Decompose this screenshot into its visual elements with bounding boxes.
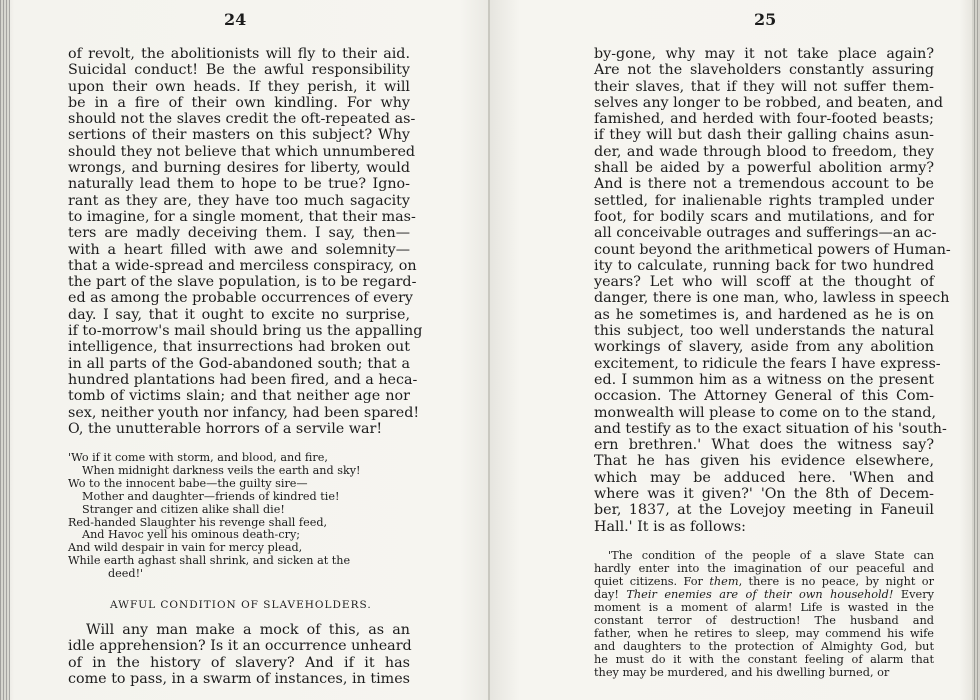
quote-line: father, when he retires to sleep, may commend his wife	[594, 627, 934, 640]
page-number-left: 24	[224, 10, 247, 29]
poem-line: Stranger and citizen alike shall die!	[82, 502, 285, 516]
paragraph	[68, 622, 410, 687]
poem-block	[68, 452, 413, 581]
text-line: selves any longer to be robbed, and beaten, and	[594, 94, 943, 111]
text-line: wrongs, and burning desires for liberty, would	[68, 160, 410, 177]
text-line: sex, neither youth nor infancy, had been spared!	[68, 404, 420, 421]
quote-line: hardly enter into the imagination of our peaceful and	[594, 562, 934, 575]
text-line: upon their own heads. If they perish, it will	[68, 78, 410, 95]
poem-line: And wild despair in vain for mercy plead,	[68, 541, 303, 555]
quote-line: moment is a moment of alarm! Life is wasted in the	[594, 601, 934, 614]
text-line: sertions of their masters on this subject? Why	[68, 127, 410, 144]
quotation-block	[594, 549, 934, 679]
text-line: the part of the slave population, is to be regard-	[68, 274, 417, 291]
text-line: their slaves, that if they will not suffer them-	[594, 78, 934, 95]
text-line: Are not the slaveholders constantly assuring	[594, 62, 934, 79]
text-line: be in a fire of their own kindling. For why	[68, 94, 410, 111]
quote-fragment: , there is no peace, by night or	[738, 575, 934, 588]
text-line: Suicidal conduct! Be the awful responsibility	[68, 62, 410, 79]
text-line: if to-morrow's mail should bring us the appalling	[68, 323, 423, 340]
text-line: ters are madly deceiving them. I say, then—	[68, 225, 410, 242]
quote-fragment: day!	[594, 588, 627, 601]
poem-line: Mother and daughter—friends of kindred tie!	[82, 489, 340, 503]
text-line: intelligence, that insurrections had broken out	[68, 339, 410, 356]
text-line: Hall.' It is as follows:	[594, 518, 746, 535]
poem-line: And Havoc yell his ominous death-cry;	[82, 528, 301, 542]
text-line: shall be aided by a powerful abolition army?	[594, 160, 934, 177]
page-edge-left	[0, 0, 10, 700]
text-line: years? Let who will scoff at the thought of	[594, 274, 934, 291]
text-line: this subject, too well understands the natural	[594, 323, 934, 340]
text-line: of in the history of slavery? And if it has	[68, 654, 410, 671]
text-line: hundred plantations had been fired, and a heca-	[68, 371, 418, 388]
text-line: and testify as to the exact situation of his 'south-	[594, 420, 947, 437]
text-line: settled, for inalienable rights trampled under	[594, 192, 934, 209]
quote-line: they may be murdered, and his dwelling burned, or	[594, 666, 890, 679]
quote-line	[594, 575, 934, 588]
text-line: should not the slaves credit the oft-repeated as-	[68, 111, 416, 128]
text-line: rant as they are, they have too much sagacity	[68, 192, 410, 209]
poem-line: When midnight darkness veils the earth and sky!	[82, 463, 361, 477]
text-line: if they will but dash their galling chains asun-	[594, 127, 934, 144]
right-page	[490, 0, 980, 700]
quote-line: he must do it with the constant feeling of alarm that	[594, 653, 934, 666]
text-line: to imagine, for a single moment, that their mas-	[68, 208, 416, 225]
text-line: all conceivable outrages and sufferings—an ac-	[594, 225, 937, 242]
left-body-text	[68, 46, 423, 437]
text-line: And is there not a tremendous account to be	[594, 176, 934, 193]
text-line: occasion. The Attorney General of this Com-	[594, 388, 934, 405]
text-line: O, the unutterable horrors of a servile war!	[68, 420, 383, 437]
text-line: that a wide-spread and merciless conspiracy, on	[68, 257, 417, 274]
text-line: as he sometimes is, and hardened as he is on	[594, 306, 934, 323]
text-line: workings of slavery, aside from any abolition	[594, 339, 934, 356]
text-line: famished, and herded with four-footed beasts;	[594, 111, 934, 128]
quote-emphasis: them	[709, 575, 739, 588]
text-line: monwealth will please to come on to the stand,	[594, 404, 937, 421]
text-line: in all parts of the God-abandoned south; that a	[68, 355, 410, 372]
text-line: excitement, to ridicule the fears I have express-	[594, 355, 941, 372]
text-line: ity to calculate, running back for two hundred	[594, 257, 934, 274]
text-line: where was it given?' 'On the 8th of Decem-	[594, 486, 934, 503]
quote-line: and daughters to the protection of Almighty God, but	[594, 640, 934, 653]
text-line: ber, 1837, at the Lovejoy meeting in Faneuil	[594, 502, 934, 519]
poem-line: While earth aghast shall shrink, and sicken at the	[68, 554, 351, 568]
text-line: come to pass, in a swarm of instances, in times	[68, 670, 410, 687]
quote-emphasis: Their enemies are of their own household!	[626, 588, 894, 601]
text-line: danger, there is one man, who, lawless in speech	[594, 290, 950, 307]
text-line: which may be adduced here. 'When and	[594, 469, 934, 486]
text-line: of revolt, the abolitionists will fly to their aid.	[68, 46, 410, 62]
quote-line	[594, 588, 934, 601]
text-line: Will any man make a mock of this, as an	[86, 622, 410, 638]
quote-line: constant terror of destruction! The husband and	[594, 614, 934, 627]
text-line: der, and wade through blood to freedom, they	[594, 143, 934, 160]
page-number-right: 25	[754, 10, 777, 29]
section-heading: AWFUL CONDITION OF SLAVEHOLDERS.	[110, 599, 372, 611]
text-line: count beyond the arithmetical powers of Human-	[594, 241, 951, 258]
quote-line: 'The condition of the people of a slave State can	[608, 549, 934, 562]
poem-line: deed!'	[108, 567, 144, 581]
text-line: tomb of victims slain; and that neither age nor	[68, 388, 410, 405]
text-line: ed as among the probable occurrences of every	[68, 290, 413, 307]
text-line: day. I say, that it ought to excite no surprise,	[68, 306, 410, 323]
right-body-text	[594, 46, 951, 535]
poem-line: 'Wo if it come with storm, and blood, and fire,	[68, 451, 328, 464]
text-line: by-gone, why may it not take place again?	[594, 46, 934, 62]
text-line: foot, for bodily scars and mutilations, and for	[594, 208, 934, 225]
text-line: should they not believe that which unnumbered	[68, 143, 416, 160]
text-line: ed. I summon him as a witness on the present	[594, 371, 934, 388]
poem-line: Wo to the innocent babe—the guilty sire—	[68, 476, 308, 490]
quote-fragment: quiet citizens. For	[594, 575, 710, 588]
text-line: idle apprehension? Is it an occurrence unheard	[68, 638, 412, 655]
quote-fragment: Every	[893, 588, 935, 601]
page-edge-right	[972, 0, 980, 700]
text-line: with a heart filled with awe and solemnity—	[68, 241, 410, 258]
text-line: That he has given his evidence elsewhere,	[594, 453, 934, 470]
text-line: naturally lead them to hope to be true? Igno-	[68, 176, 410, 193]
poem-line: Red-handed Slaughter his revenge shall feed,	[68, 515, 328, 529]
text-line: ern brethren.' What does the witness say?	[594, 437, 934, 454]
